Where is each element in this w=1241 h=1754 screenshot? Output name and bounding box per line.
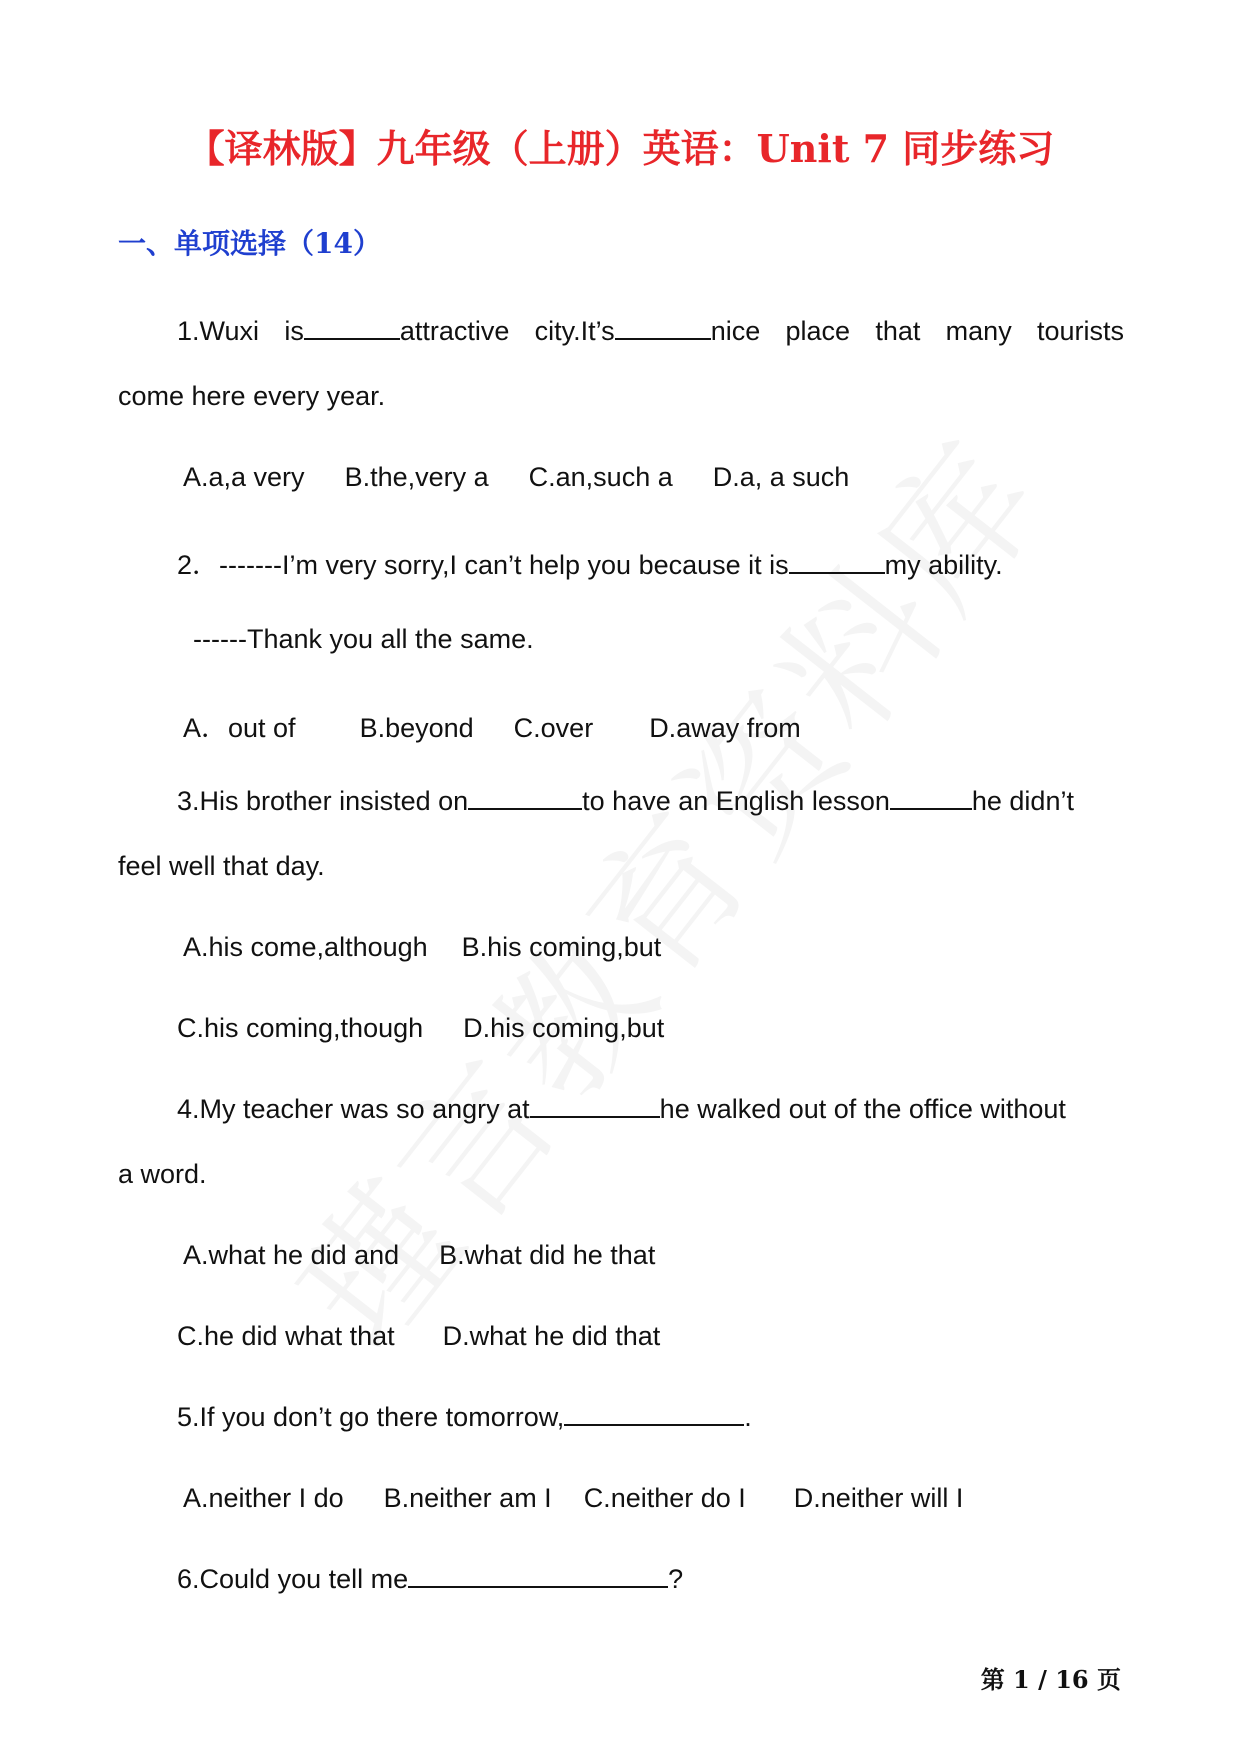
- question-3-options-row1: [183, 932, 661, 963]
- q5-option-c[interactable]: C.neither do I: [583, 1483, 746, 1513]
- question-1-options: [183, 462, 849, 493]
- q1-option-b[interactable]: B.the,very a: [344, 462, 489, 492]
- question-4: [177, 1094, 1066, 1125]
- question-5-options: [183, 1483, 963, 1514]
- q3-text-b: to have an English lesson: [582, 786, 890, 816]
- q3-blank-2[interactable]: [890, 807, 972, 810]
- q2-text-a: 2．-------I’m very sorry,I can’t help you because it is: [177, 550, 789, 580]
- q4-blank[interactable]: [530, 1115, 660, 1118]
- q4-text-a: 4.My teacher was so angry at: [177, 1094, 530, 1124]
- q3-text-a: 3.His brother insisted on: [177, 786, 469, 816]
- q2-option-a[interactable]: A．out of: [183, 713, 296, 743]
- question-4-continued: a word.: [118, 1159, 207, 1189]
- q1-option-c[interactable]: C.an,such a: [528, 462, 673, 492]
- q5-blank[interactable]: [564, 1423, 744, 1426]
- question-2: [177, 543, 1003, 582]
- q3-blank-1[interactable]: [468, 807, 582, 810]
- q4-option-a[interactable]: A.what he did and: [183, 1240, 400, 1270]
- q2-option-c[interactable]: C.over: [513, 713, 594, 743]
- question-6: [177, 1564, 683, 1595]
- q6-blank[interactable]: [408, 1585, 668, 1588]
- page-number: 第 1 / 16 页: [980, 1665, 1121, 1694]
- question-5: [177, 1402, 752, 1433]
- q6-text-b: ?: [668, 1564, 684, 1594]
- q1-text-b: attractive city.It’s: [399, 316, 615, 346]
- q1-blank-1[interactable]: [304, 337, 400, 340]
- q3-text-c: he didn’t: [971, 786, 1074, 816]
- q4-option-d[interactable]: D.what he did that: [442, 1321, 661, 1351]
- question-4-options-row1: [183, 1240, 655, 1271]
- q2-text-b: my ability.: [884, 550, 1003, 580]
- q4-option-b[interactable]: B.what did he that: [439, 1240, 656, 1270]
- q6-text-a: 6.Could you tell me: [177, 1564, 409, 1594]
- q2-option-d[interactable]: D.away from: [649, 713, 801, 743]
- question-3: [177, 786, 1074, 817]
- question-4-options-row2: [177, 1321, 660, 1352]
- question-2-options: [183, 706, 801, 745]
- question-3-continued: feel well that day.: [118, 851, 325, 881]
- q5-option-b[interactable]: B.neither am I: [383, 1483, 552, 1513]
- document-title: 【译林版】九年级（上册）英语：Unit 7 同步练习: [186, 126, 1055, 171]
- q4-option-c[interactable]: C.he did what that: [177, 1321, 395, 1351]
- q5-text-b: .: [744, 1402, 752, 1432]
- q1-text-c: nice place that many tourists: [710, 316, 1125, 346]
- q5-text-a: 5.If you don’t go there tomorrow,: [177, 1402, 565, 1432]
- q2-blank[interactable]: [789, 571, 885, 574]
- q1-text-a: 1.Wuxi is: [177, 316, 304, 346]
- q3-option-d[interactable]: D.his coming,but: [463, 1013, 665, 1043]
- q4-text-b: he walked out of the office without: [659, 1094, 1066, 1124]
- question-1-continued: come here every year.: [118, 381, 386, 411]
- q5-option-d[interactable]: D.neither will I: [793, 1483, 964, 1513]
- q1-blank-2[interactable]: [615, 337, 711, 340]
- question-3-options-row2: [177, 1013, 664, 1044]
- q2-option-b[interactable]: B.beyond: [359, 713, 474, 743]
- q5-option-a[interactable]: A.neither I do: [183, 1483, 344, 1513]
- q1-option-a[interactable]: A.a,a very: [183, 462, 305, 492]
- q3-option-c[interactable]: C.his coming,though: [177, 1013, 424, 1043]
- question-2-reply: ------Thank you all the same.: [193, 624, 534, 654]
- section-heading: 一、单项选择（14）: [118, 227, 381, 260]
- q3-option-b[interactable]: B.his coming,but: [461, 932, 662, 962]
- question-1: [177, 316, 1124, 347]
- q3-option-a[interactable]: A.his come,although: [183, 932, 428, 962]
- q1-option-d[interactable]: D.a, a such: [712, 462, 850, 492]
- watermark: [240, 389, 1083, 1383]
